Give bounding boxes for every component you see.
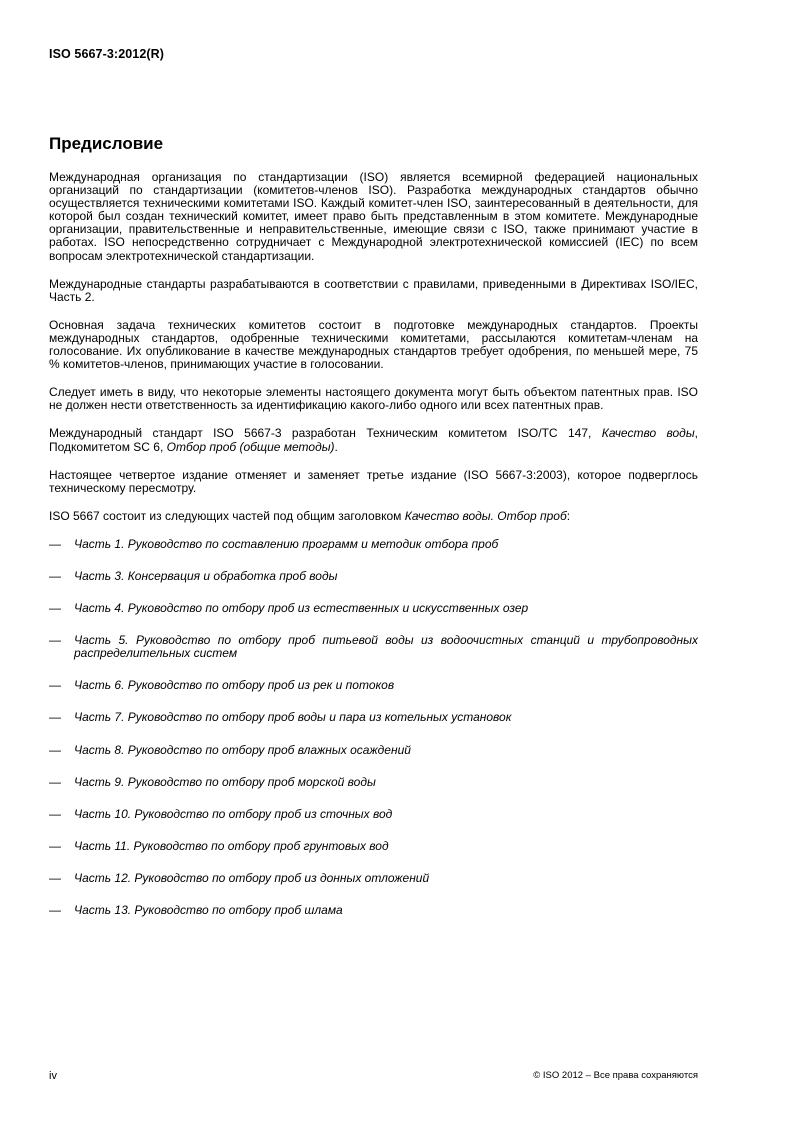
text-run: Международный стандарт ISO 5667-3 разработан Техническим комитетом ISO/TC 147, <box>49 426 602 441</box>
part-title: Часть 13. Руководство по отбору проб шлама <box>74 903 343 917</box>
dash-bullet: — <box>49 903 61 917</box>
text-run: : <box>566 508 571 523</box>
list-item <box>49 679 698 692</box>
part-title: Часть 10. Руководство по отбору проб из сточных вод <box>74 806 393 821</box>
list-item <box>49 570 698 583</box>
dash-bullet: — <box>49 568 61 583</box>
text-run: . <box>334 439 338 454</box>
paragraph-committees: Основная задача технических комитетов состоит в подготовке международных стандартов. Проекты международных стандартов, одобренные техническими комитетами, рассылаются комитетам-членам на голосование. Их опубликование в качестве международных стандартов требует одобрения, по меньшей мере, 75 % комитетов-членов, принимающих участие в голосовании. <box>49 317 698 372</box>
part-title: Часть 7. Руководство по отбору проб воды и пара из котельных установок <box>74 710 512 725</box>
part-title: Часть 12. Руководство по отбору проб из донных отложений <box>74 870 430 885</box>
list-item <box>49 602 698 615</box>
dash-bullet: — <box>49 838 61 853</box>
paragraph-edition: Настоящее четвертое издание отменяет и заменяет третье издание (ISO 5667-3:2003), которое подверглось техническому пересмотру. <box>49 467 698 495</box>
list-item <box>49 538 698 551</box>
list-item <box>49 808 698 821</box>
foreword-section <box>49 133 698 936</box>
part-title: Часть 1. Руководство по составлению программ и методик отбора проб <box>74 536 499 551</box>
dash-bullet: — <box>49 742 61 757</box>
part-title: Часть 8. Руководство по отбору проб влажных осаждений <box>74 742 411 757</box>
parts-list <box>49 538 698 917</box>
dash-bullet: — <box>49 774 61 789</box>
copyright-notice: © ISO 2012 – Все права сохраняются <box>533 1070 698 1081</box>
paragraph-prepared-by <box>49 427 698 453</box>
list-item <box>49 711 698 724</box>
list-item <box>49 744 698 757</box>
part-title: Часть 9. Руководство по отбору проб морской воды <box>74 774 376 789</box>
text-run: , Подкомитетом SC 6, <box>49 426 698 454</box>
dash-bullet: — <box>49 536 61 551</box>
dash-bullet: — <box>49 601 61 616</box>
paragraph-directives: Международные стандарты разрабатываются в соответствии с правилами, приведенными в Директивах ISO/IEC, Часть 2. <box>49 276 698 304</box>
italic-title: Качество воды. Отбор проб <box>404 508 567 523</box>
paragraph-patents: Следует иметь в виду, что некоторые элементы настоящего документа могут быть объектом патентных прав. ISO не должен нести ответственность за идентификацию какого-либо одного или всех патентных прав. <box>49 385 698 413</box>
section-heading: Предисловие <box>49 134 164 153</box>
list-item <box>49 872 698 885</box>
page-number: iv <box>49 1070 57 1082</box>
list-item <box>49 776 698 789</box>
part-title: Часть 4. Руководство по отбору проб из естественных и искусственных озер <box>74 601 529 616</box>
dash-bullet: — <box>49 678 61 693</box>
part-title: Часть 3. Консервация и обработка проб воды <box>74 568 338 583</box>
paragraph-iso-intro: Международная организация по стандартизации (ISO) является всемирной федерацией национальных организаций по стандартизации (комитетов-членов ISO). Разработка международных стандартов обычно осуществляется техническими комитетами ISO. Каждый комитет-член ISO, заинтересованный в деятельности, для которой был создан технический комитет, имеет право быть представленным в этом комитете. Международные организации, правительственные и неправительственные, имеющие связи с ISO, также принимают участие в работах. ISO непосредственно сотрудничает с Международной электротехнической комиссией (IEC) по всем вопросам электротехнической стандартизации. <box>49 170 698 263</box>
part-title: Часть 5. Руководство по отбору проб питьевой воды из водоочистных станций и трубопроводных распределительных систем <box>74 633 698 661</box>
part-title: Часть 6. Руководство по отбору проб из рек и потоков <box>74 678 395 693</box>
document-id: ISO 5667-3:2012(R) <box>49 47 165 61</box>
paragraph-parts-intro <box>49 510 698 523</box>
dash-bullet: — <box>49 870 61 885</box>
italic-title: Отбор проб (общие методы) <box>166 439 335 454</box>
italic-title: Качество воды <box>601 426 695 441</box>
list-item <box>49 840 698 853</box>
dash-bullet: — <box>49 633 61 648</box>
text-run: ISO 5667 состоит из следующих частей под общим заголовком <box>49 508 405 523</box>
dash-bullet: — <box>49 806 61 821</box>
dash-bullet: — <box>49 710 61 725</box>
part-title: Часть 11. Руководство по отбору проб грунтовых вод <box>74 838 389 853</box>
list-item <box>49 904 698 917</box>
list-item <box>49 634 698 660</box>
